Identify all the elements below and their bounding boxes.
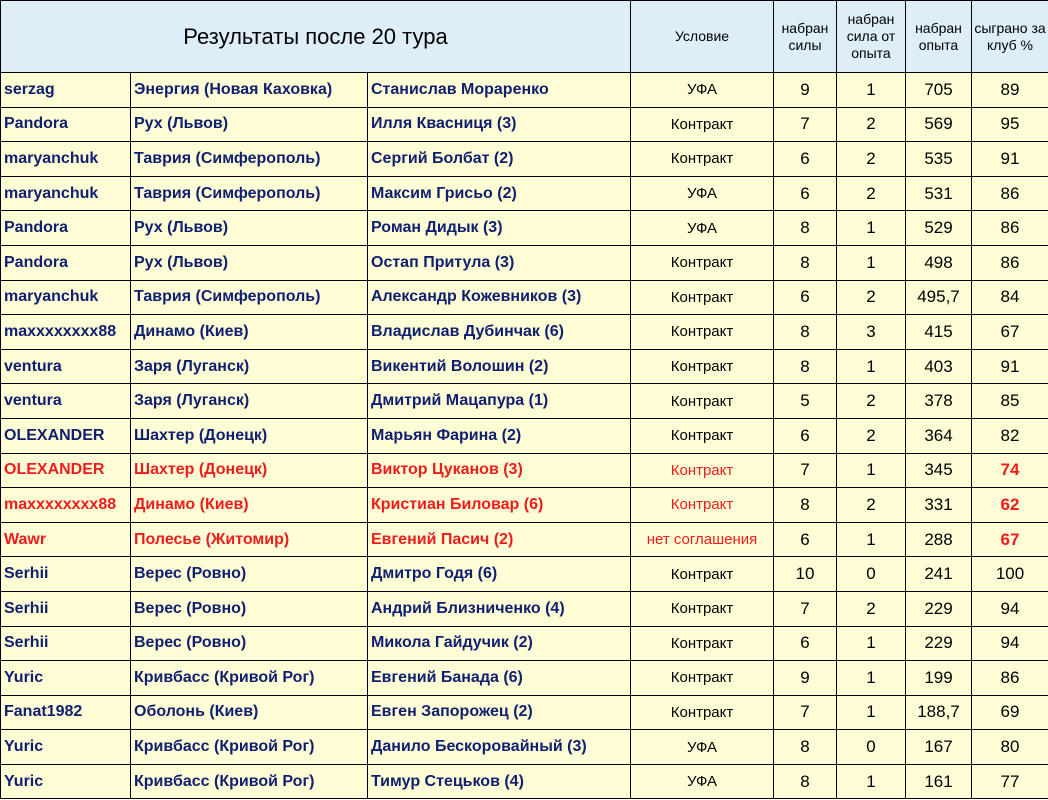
manager-cell: Serhii <box>1 557 131 592</box>
table-row <box>1 73 1048 108</box>
power-exp-cell: 2 <box>837 142 906 177</box>
played-cell: 80 <box>972 730 1048 765</box>
experience-cell: 705 <box>906 73 972 108</box>
manager-cell: Serhii <box>1 591 131 626</box>
condition-cell: Контракт <box>631 107 774 142</box>
played-cell: 95 <box>972 107 1048 142</box>
header-power: набран силы <box>774 1 837 73</box>
power-cell: 8 <box>774 764 837 799</box>
manager-cell: Yuric <box>1 764 131 799</box>
manager-cell: Serhii <box>1 626 131 661</box>
experience-cell: 188,7 <box>906 695 972 730</box>
power-exp-cell: 1 <box>837 211 906 246</box>
power-cell: 10 <box>774 557 837 592</box>
played-cell: 86 <box>972 661 1048 696</box>
condition-cell: Контракт <box>631 591 774 626</box>
player-cell: Сергий Болбат (2) <box>368 142 631 177</box>
manager-cell: ventura <box>1 349 131 384</box>
played-cell: 85 <box>972 384 1048 419</box>
played-cell: 86 <box>972 211 1048 246</box>
header-experience: набран опыта <box>906 1 972 73</box>
manager-cell: OLEXANDER <box>1 418 131 453</box>
power-exp-cell: 0 <box>837 730 906 765</box>
experience-cell: 167 <box>906 730 972 765</box>
condition-cell: Контракт <box>631 245 774 280</box>
player-cell: Евгений Пасич (2) <box>368 522 631 557</box>
experience-cell: 535 <box>906 142 972 177</box>
power-exp-cell: 1 <box>837 453 906 488</box>
power-exp-cell: 0 <box>837 557 906 592</box>
condition-cell: Контракт <box>631 453 774 488</box>
manager-cell: serzag <box>1 73 131 108</box>
player-cell: Тимур Стецьков (4) <box>368 764 631 799</box>
condition-cell: Контракт <box>631 488 774 523</box>
condition-cell: Контракт <box>631 626 774 661</box>
condition-cell: Контракт <box>631 557 774 592</box>
played-cell: 86 <box>972 245 1048 280</box>
table-row <box>1 730 1048 765</box>
power-cell: 7 <box>774 107 837 142</box>
header-power-exp: набран сила от опыта <box>837 1 906 73</box>
table-row <box>1 142 1048 177</box>
manager-cell: maryanchuk <box>1 142 131 177</box>
power-cell: 7 <box>774 453 837 488</box>
table-row <box>1 418 1048 453</box>
power-exp-cell: 1 <box>837 245 906 280</box>
experience-cell: 403 <box>906 349 972 384</box>
condition-cell: УФА <box>631 730 774 765</box>
power-cell: 7 <box>774 591 837 626</box>
condition-cell: Контракт <box>631 349 774 384</box>
power-cell: 6 <box>774 142 837 177</box>
table-row <box>1 453 1048 488</box>
table-row <box>1 591 1048 626</box>
manager-cell: maxxxxxxxx88 <box>1 488 131 523</box>
club-cell: Таврия (Симферополь) <box>131 142 368 177</box>
power-exp-cell: 1 <box>837 522 906 557</box>
club-cell: Заря (Луганск) <box>131 349 368 384</box>
power-exp-cell: 1 <box>837 626 906 661</box>
power-exp-cell: 2 <box>837 418 906 453</box>
condition-cell: Контракт <box>631 695 774 730</box>
condition-cell: УФА <box>631 73 774 108</box>
power-cell: 9 <box>774 661 837 696</box>
power-exp-cell: 2 <box>837 280 906 315</box>
club-cell: Динамо (Киев) <box>131 488 368 523</box>
power-exp-cell: 1 <box>837 764 906 799</box>
played-cell: 69 <box>972 695 1048 730</box>
table-row <box>1 107 1048 142</box>
club-cell: Таврия (Симферополь) <box>131 280 368 315</box>
manager-cell: maxxxxxxxx88 <box>1 315 131 350</box>
played-cell: 74 <box>972 453 1048 488</box>
table-row <box>1 488 1048 523</box>
played-cell: 86 <box>972 176 1048 211</box>
power-exp-cell: 2 <box>837 384 906 419</box>
table-row <box>1 176 1048 211</box>
power-cell: 6 <box>774 280 837 315</box>
club-cell: Кривбасс (Кривой Рог) <box>131 730 368 765</box>
condition-cell: Контракт <box>631 315 774 350</box>
player-cell: Роман Дидык (3) <box>368 211 631 246</box>
player-cell: Кристиан Биловар (6) <box>368 488 631 523</box>
power-cell: 5 <box>774 384 837 419</box>
manager-cell: Fanat1982 <box>1 695 131 730</box>
power-cell: 6 <box>774 418 837 453</box>
experience-cell: 229 <box>906 626 972 661</box>
club-cell: Кривбасс (Кривой Рог) <box>131 764 368 799</box>
player-cell: Максим Грисьо (2) <box>368 176 631 211</box>
experience-cell: 241 <box>906 557 972 592</box>
manager-cell: maryanchuk <box>1 176 131 211</box>
table-row <box>1 557 1048 592</box>
power-exp-cell: 1 <box>837 695 906 730</box>
power-exp-cell: 1 <box>837 661 906 696</box>
power-exp-cell: 3 <box>837 315 906 350</box>
player-cell: Андрий Близниченко (4) <box>368 591 631 626</box>
power-cell: 8 <box>774 315 837 350</box>
experience-cell: 529 <box>906 211 972 246</box>
played-cell: 94 <box>972 626 1048 661</box>
power-exp-cell: 2 <box>837 107 906 142</box>
experience-cell: 229 <box>906 591 972 626</box>
experience-cell: 364 <box>906 418 972 453</box>
experience-cell: 415 <box>906 315 972 350</box>
manager-cell: Yuric <box>1 661 131 696</box>
player-cell: Владислав Дубинчак (6) <box>368 315 631 350</box>
power-cell: 8 <box>774 488 837 523</box>
played-cell: 84 <box>972 280 1048 315</box>
table-row <box>1 280 1048 315</box>
table-row <box>1 384 1048 419</box>
club-cell: Рух (Львов) <box>131 211 368 246</box>
power-exp-cell: 2 <box>837 591 906 626</box>
player-cell: Виктор Цуканов (3) <box>368 453 631 488</box>
table-row <box>1 661 1048 696</box>
experience-cell: 161 <box>906 764 972 799</box>
player-cell: Евген Запорожец (2) <box>368 695 631 730</box>
club-cell: Заря (Луганск) <box>131 384 368 419</box>
experience-cell: 345 <box>906 453 972 488</box>
condition-cell: нет соглашения <box>631 522 774 557</box>
player-cell: Дмитрий Мацапура (1) <box>368 384 631 419</box>
played-cell: 94 <box>972 591 1048 626</box>
power-cell: 8 <box>774 730 837 765</box>
experience-cell: 498 <box>906 245 972 280</box>
experience-cell: 199 <box>906 661 972 696</box>
condition-cell: Контракт <box>631 142 774 177</box>
table-title: Результаты после 20 тура <box>1 1 631 73</box>
table-row <box>1 245 1048 280</box>
club-cell: Верес (Ровно) <box>131 557 368 592</box>
condition-cell: Контракт <box>631 418 774 453</box>
power-exp-cell: 1 <box>837 349 906 384</box>
power-exp-cell: 2 <box>837 176 906 211</box>
manager-cell: maryanchuk <box>1 280 131 315</box>
power-cell: 6 <box>774 522 837 557</box>
experience-cell: 288 <box>906 522 972 557</box>
power-cell: 8 <box>774 349 837 384</box>
played-cell: 67 <box>972 315 1048 350</box>
player-cell: Данило Бескоровайный (3) <box>368 730 631 765</box>
played-cell: 91 <box>972 349 1048 384</box>
table-row <box>1 522 1048 557</box>
manager-cell: Wawr <box>1 522 131 557</box>
condition-cell: УФА <box>631 764 774 799</box>
condition-cell: УФА <box>631 211 774 246</box>
experience-cell: 495,7 <box>906 280 972 315</box>
manager-cell: Pandora <box>1 245 131 280</box>
player-cell: Марьян Фарина (2) <box>368 418 631 453</box>
played-cell: 77 <box>972 764 1048 799</box>
player-cell: Евгений Банада (6) <box>368 661 631 696</box>
condition-cell: УФА <box>631 176 774 211</box>
table-row <box>1 211 1048 246</box>
club-cell: Динамо (Киев) <box>131 315 368 350</box>
condition-cell: Контракт <box>631 661 774 696</box>
club-cell: Таврия (Симферополь) <box>131 176 368 211</box>
club-cell: Полесье (Житомир) <box>131 522 368 557</box>
table-row <box>1 315 1048 350</box>
player-cell: Остап Притула (3) <box>368 245 631 280</box>
power-cell: 9 <box>774 73 837 108</box>
manager-cell: Pandora <box>1 107 131 142</box>
experience-cell: 378 <box>906 384 972 419</box>
club-cell: Рух (Львов) <box>131 107 368 142</box>
power-exp-cell: 1 <box>837 73 906 108</box>
manager-cell: ventura <box>1 384 131 419</box>
power-cell: 8 <box>774 245 837 280</box>
power-cell: 6 <box>774 626 837 661</box>
power-exp-cell: 2 <box>837 488 906 523</box>
player-cell: Микола Гайдучик (2) <box>368 626 631 661</box>
played-cell: 62 <box>972 488 1048 523</box>
table-row <box>1 764 1048 799</box>
power-cell: 7 <box>774 695 837 730</box>
power-cell: 6 <box>774 176 837 211</box>
club-cell: Верес (Ровно) <box>131 626 368 661</box>
header-condition: Условие <box>631 1 774 73</box>
played-cell: 89 <box>972 73 1048 108</box>
club-cell: Шахтер (Донецк) <box>131 418 368 453</box>
club-cell: Рух (Львов) <box>131 245 368 280</box>
player-cell: Илля Квасниця (3) <box>368 107 631 142</box>
played-cell: 82 <box>972 418 1048 453</box>
played-cell: 67 <box>972 522 1048 557</box>
table-row <box>1 695 1048 730</box>
power-cell: 8 <box>774 211 837 246</box>
club-cell: Кривбасс (Кривой Рог) <box>131 661 368 696</box>
experience-cell: 569 <box>906 107 972 142</box>
player-cell: Дмитро Годя (6) <box>368 557 631 592</box>
condition-cell: Контракт <box>631 384 774 419</box>
table-row <box>1 349 1048 384</box>
played-cell: 100 <box>972 557 1048 592</box>
header-played: сыграно за клуб % <box>972 1 1048 73</box>
header-row <box>1 1 1048 73</box>
manager-cell: Pandora <box>1 211 131 246</box>
club-cell: Оболонь (Киев) <box>131 695 368 730</box>
club-cell: Шахтер (Донецк) <box>131 453 368 488</box>
club-cell: Верес (Ровно) <box>131 591 368 626</box>
played-cell: 91 <box>972 142 1048 177</box>
player-cell: Викентий Волошин (2) <box>368 349 631 384</box>
player-cell: Александр Кожевников (3) <box>368 280 631 315</box>
manager-cell: Yuric <box>1 730 131 765</box>
experience-cell: 331 <box>906 488 972 523</box>
player-cell: Станислав Мораренко <box>368 73 631 108</box>
club-cell: Энергия (Новая Каховка) <box>131 73 368 108</box>
condition-cell: Контракт <box>631 280 774 315</box>
experience-cell: 531 <box>906 176 972 211</box>
manager-cell: OLEXANDER <box>1 453 131 488</box>
table-row <box>1 626 1048 661</box>
